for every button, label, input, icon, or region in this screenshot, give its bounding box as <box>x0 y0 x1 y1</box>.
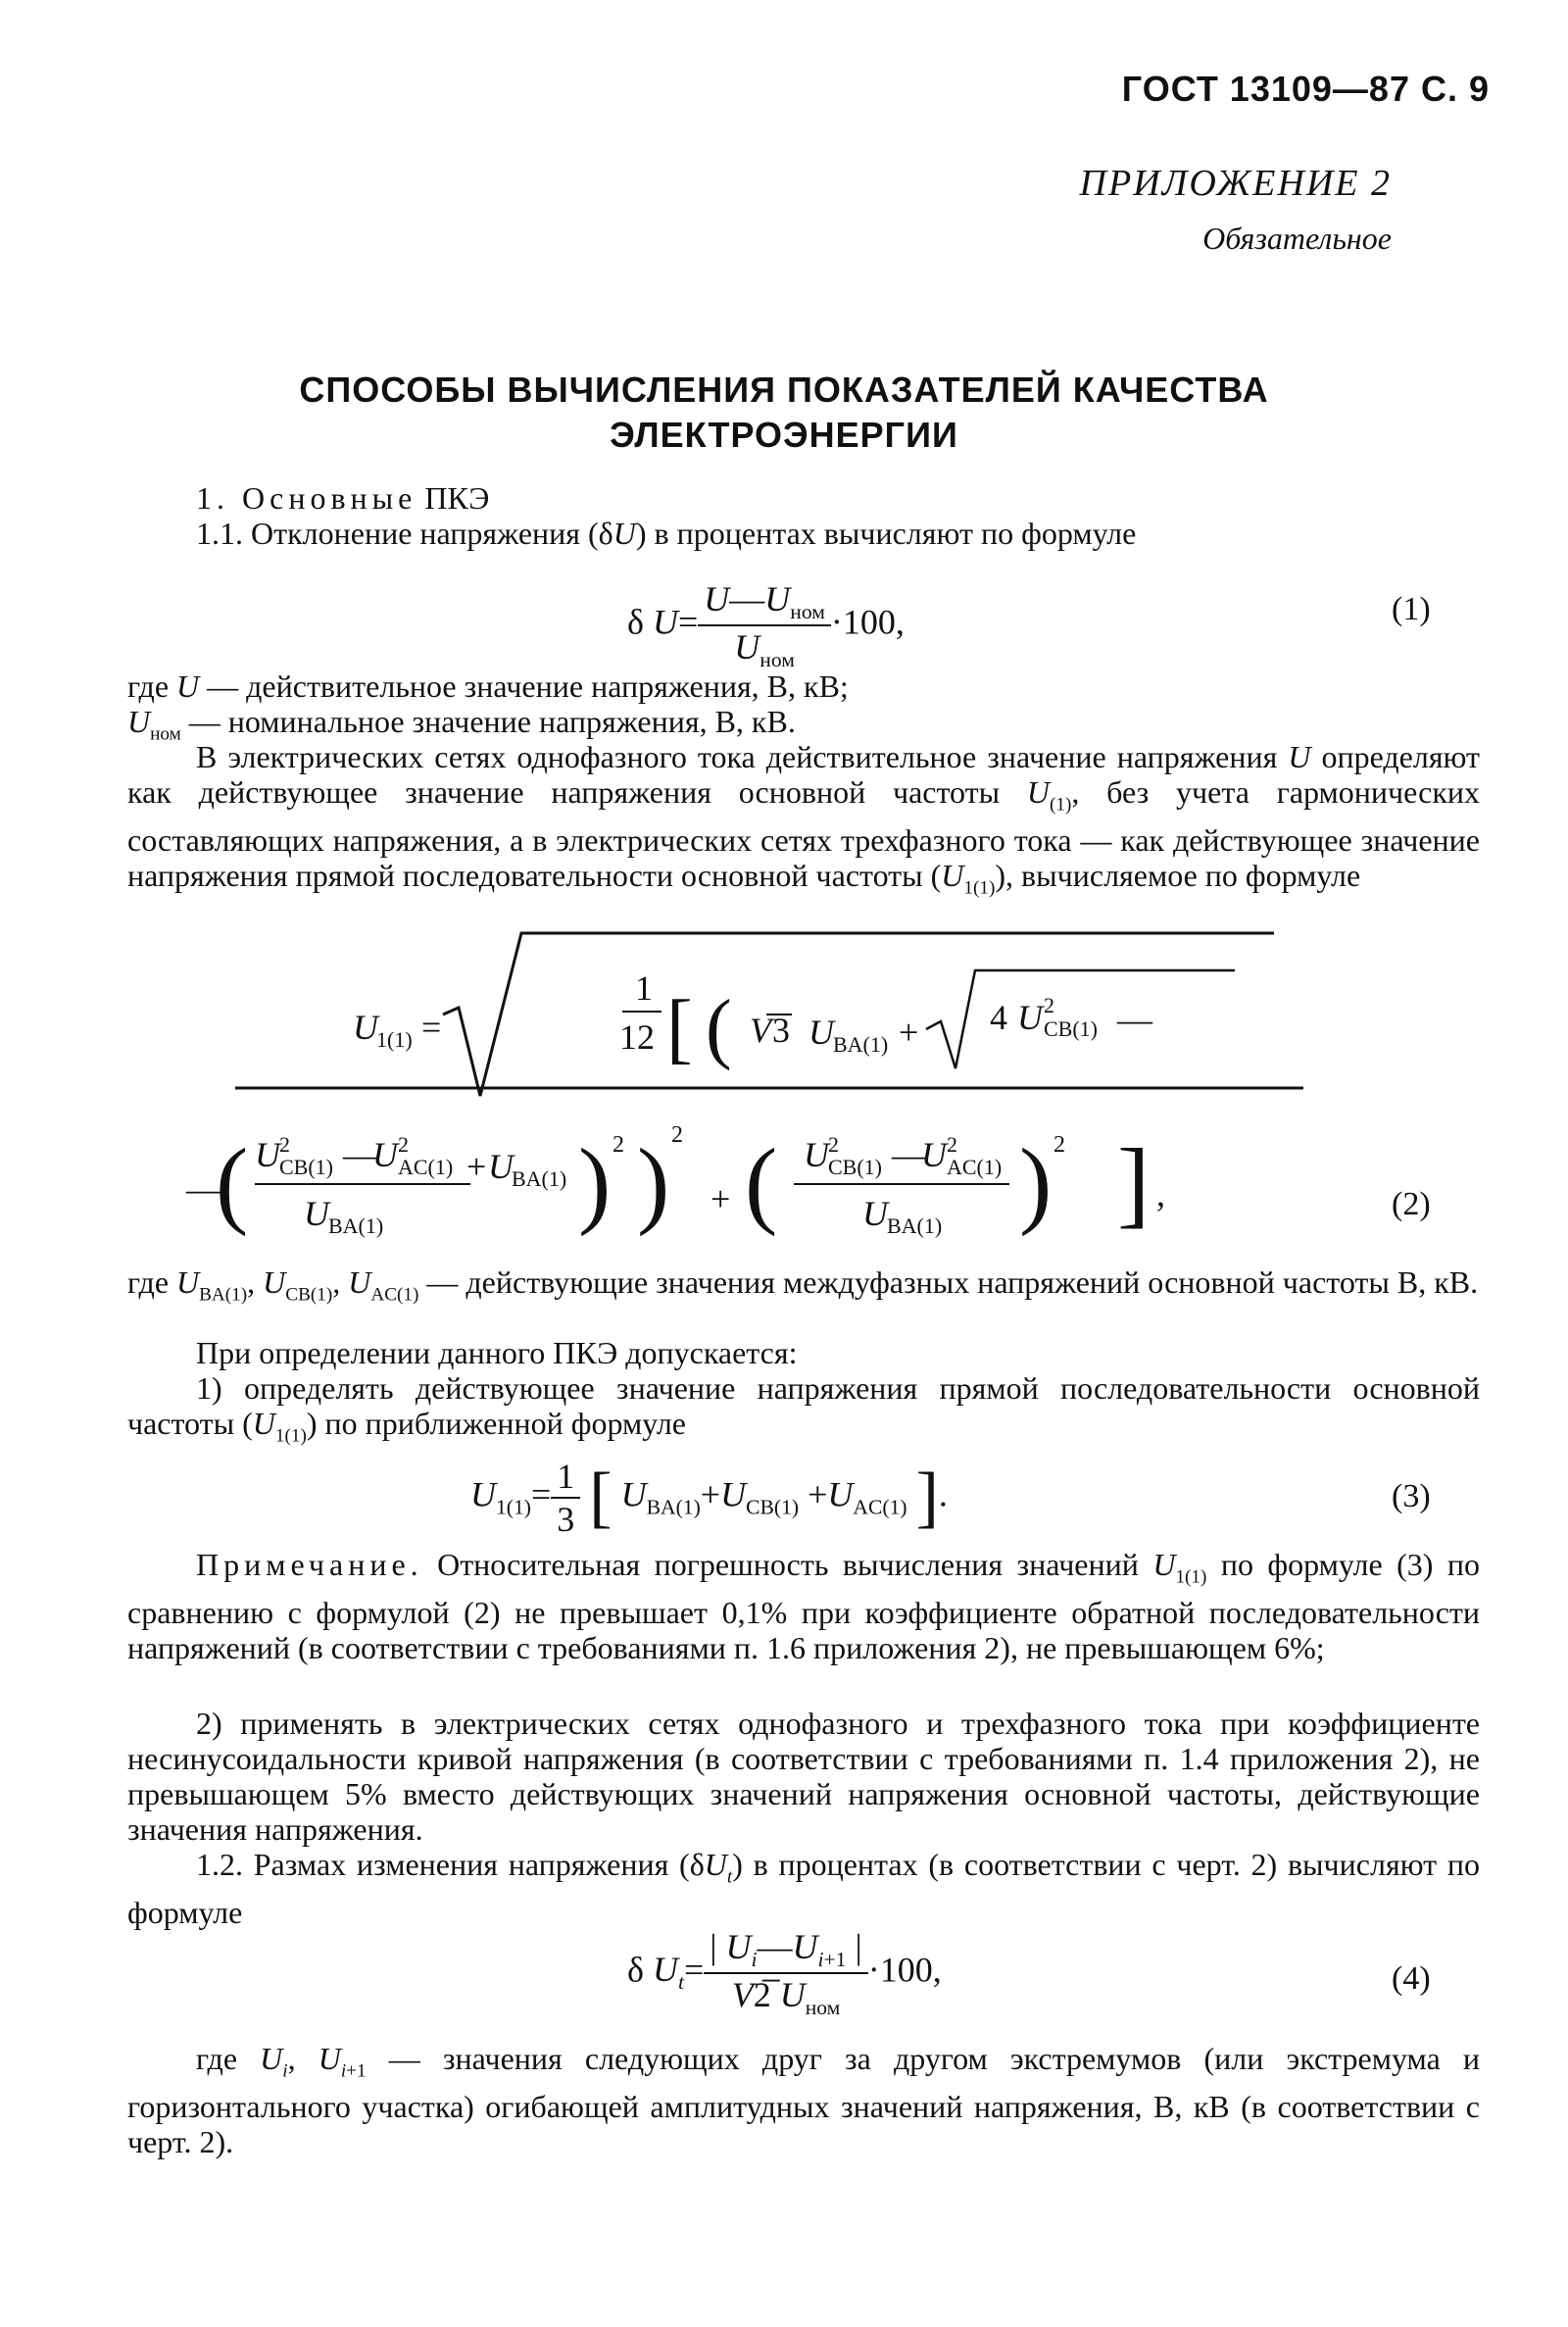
svg-text:2: 2 <box>947 1132 957 1157</box>
svg-text:U: U <box>808 1013 834 1052</box>
where-unom: $U_{ном}$ — номинальное значение напряжения, В, кВ. <box>127 704 796 745</box>
svg-text:CB(1): CB(1) <box>828 1155 882 1179</box>
svg-text:,: , <box>1156 1174 1165 1213</box>
note: Примечание. Относительная погрешность вычисления значений $U_{1(1)}$ по формуле (3) по сравнению с формулой (2) не превышает 0,1% при коэффициенте обратной последовательности напряжений (в соответствии с требованиями п. 1.6 приложения 2), не превышающем 6%; <box>127 1547 1481 1666</box>
section-1-heading: 1. Основные ПКЭ <box>196 480 490 516</box>
svg-text:U: U <box>353 1008 378 1047</box>
svg-text:2: 2 <box>671 1122 683 1148</box>
svg-text:1: 1 <box>635 968 653 1008</box>
svg-text:2: 2 <box>612 1132 624 1158</box>
formula-4: δ $U_t=$ $\frac{| U_i—U_{i+1} |}{V2̅ U_{ном}}$ ·100, <box>627 1927 942 2020</box>
svg-text:]: ] <box>1117 1128 1151 1237</box>
item-2: 2) применять в электрических сетях однофазного и трехфазного тока при коэффициенте несинусоидальности кривой напряжения (в соответствии с требованиями п. 1.4 приложения 2), не превышающем 5% вместо действующих значений напряжения основной частоты, действующие значения напряжения. <box>127 1706 1480 1847</box>
svg-text:2: 2 <box>1044 993 1054 1017</box>
svg-text:—: — <box>892 1135 927 1174</box>
svg-text:BA(1): BA(1) <box>887 1213 943 1238</box>
formula-3-number: (3) <box>1392 1478 1431 1514</box>
item-1: 1) определять действующее значение напряжения прямой последовательности основной частоты $(U_{1(1)})$ по приближенной формуле <box>127 1370 1480 1447</box>
svg-text:—: — <box>186 1169 221 1209</box>
svg-text:—: — <box>1117 1000 1152 1039</box>
svg-text:=: = <box>421 1008 442 1047</box>
formula-3: $U_{1(1)}=$ $\frac{1}{3}$ [ $U_{BA(1)}+U_{CB(1)} +U_{AC(1)}$ ]. <box>470 1457 948 1539</box>
svg-text:2: 2 <box>398 1132 409 1157</box>
svg-text:2: 2 <box>1054 1132 1065 1158</box>
svg-text:BA(1): BA(1) <box>512 1166 567 1191</box>
svg-text:U: U <box>804 1135 829 1174</box>
svg-text:U: U <box>255 1135 280 1174</box>
allowed: При определении данного ПКЭ допускается: <box>196 1335 798 1370</box>
section-1-2: 1.2. Размах изменения напряжения $(\delta U_t)$ в процентах (в соответствии с черт. 2) вычисляют по формуле <box>127 1847 1481 1931</box>
section-1-1: 1.1. Отклонение напряжения (δU) в процентах вычисляют по формуле <box>196 516 1137 551</box>
svg-text:BA(1): BA(1) <box>328 1213 384 1238</box>
svg-text:V: V <box>750 1011 771 1050</box>
svg-text:(: ( <box>216 1128 249 1237</box>
svg-text:): ) <box>637 1128 670 1237</box>
appendix-status: Обязательное <box>1202 221 1392 256</box>
svg-text:+: + <box>466 1147 487 1186</box>
svg-text:1(1): 1(1) <box>376 1027 413 1052</box>
where-2: где $U_{BA(1)}$, $U_{CB(1)}$, $U_{AC(1)}$ — действующие значения междуфазных напряжений основной частоты В, кВ. <box>127 1264 1479 1306</box>
formula-4-number: (4) <box>1392 1960 1431 1997</box>
paragraph-single-phase: В электрических сетях однофазного тока действительное значение напряжения U определяют как действующее значение напряжения основной частоты $U_{(1)}$, без учета гармонических составляющих напряжения, а в электрических сетях трехфазного тока — как действующее значение напряжения прямой последовательности основной частоты $(U_{1(1)})$, вычисляемое по формуле <box>127 739 1481 899</box>
svg-text:U: U <box>921 1135 947 1174</box>
svg-text:): ) <box>578 1128 612 1237</box>
svg-text:U: U <box>372 1135 398 1174</box>
where-u: где U — действительное значение напряжения, В, кВ; <box>127 668 849 704</box>
svg-text:4: 4 <box>990 998 1007 1037</box>
svg-text:CB(1): CB(1) <box>1044 1016 1098 1041</box>
svg-text:+: + <box>710 1179 731 1218</box>
page-header: ГОСТ 13109—87 С. 9 <box>1121 69 1490 109</box>
formula-2 <box>176 921 1450 1274</box>
appendix-title: ПРИЛОЖЕНИЕ 2 <box>1079 163 1392 204</box>
svg-text:U: U <box>1017 998 1043 1037</box>
formula-1: δ U= $\frac{U—U_{ном}}{U_{ном}}$ ·100, <box>627 579 905 672</box>
svg-text:2: 2 <box>279 1132 290 1157</box>
svg-text:3: 3 <box>772 1011 790 1050</box>
doc-title-line1: СПОСОБЫ ВЫЧИСЛЕНИЯ ПОКАЗАТЕЛЕЙ КАЧЕСТВА <box>299 370 1269 410</box>
where-4: где $U_i$, $U_{i+1}$ — значения следующих друг за другом экстремумов (или экстремума и горизонтального участка) огибающей амплитудных значений напряжения, В, кВ (в соответствии с черт. 2). <box>127 2041 1481 2160</box>
svg-text:AC(1): AC(1) <box>947 1155 1003 1179</box>
svg-text:AC(1): AC(1) <box>398 1155 454 1179</box>
svg-text:(: ( <box>745 1128 778 1237</box>
svg-text:CB(1): CB(1) <box>279 1155 333 1179</box>
svg-text:[: [ <box>666 985 693 1071</box>
svg-text:(: ( <box>706 985 732 1071</box>
svg-text:2: 2 <box>828 1132 839 1157</box>
svg-text:12: 12 <box>619 1017 655 1057</box>
svg-text:U: U <box>304 1194 329 1233</box>
doc-title-line2: ЭЛЕКТРОЭНЕРГИИ <box>610 415 958 455</box>
formula-1-number: (1) <box>1392 591 1431 627</box>
svg-text:—: — <box>343 1135 378 1174</box>
svg-text:U: U <box>488 1147 514 1186</box>
svg-text:+: + <box>899 1013 919 1052</box>
svg-text:BA(1): BA(1) <box>833 1032 889 1057</box>
svg-text:U: U <box>862 1194 888 1233</box>
svg-text:): ) <box>1019 1128 1053 1237</box>
formula-2-number: (2) <box>1392 1186 1431 1222</box>
